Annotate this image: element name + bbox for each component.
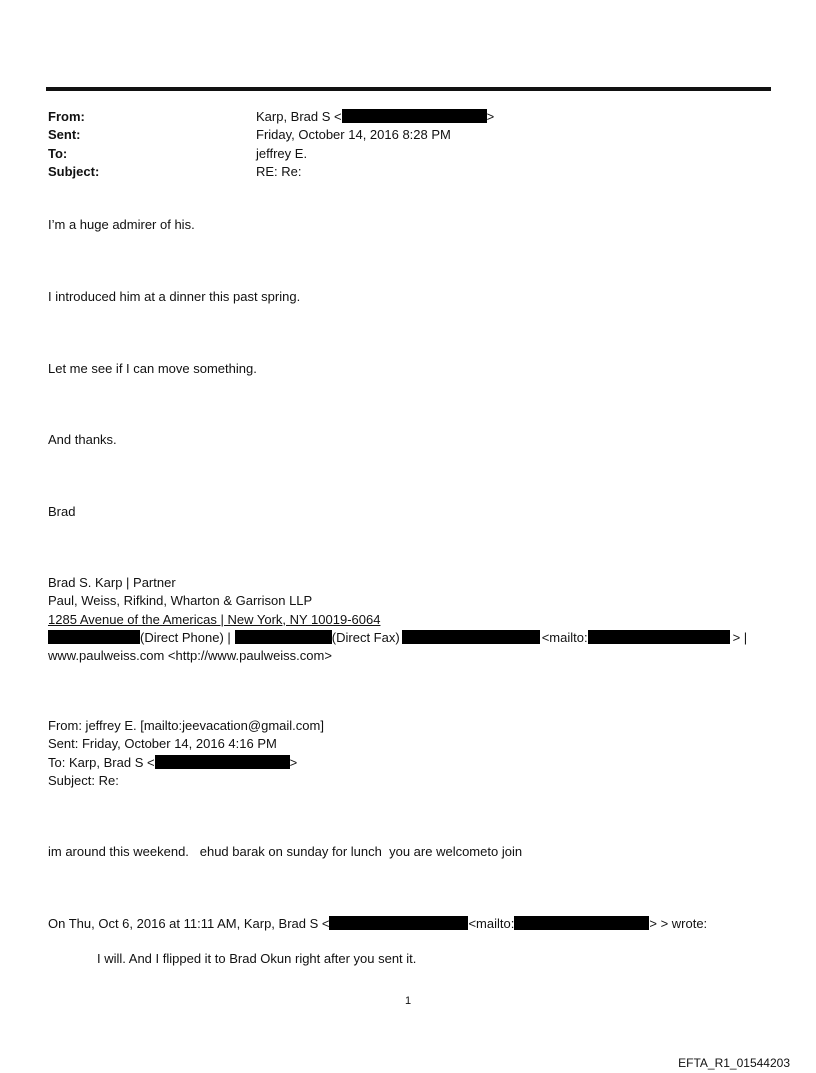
sent-row — [48, 126, 494, 144]
forwarded-to — [48, 754, 324, 772]
signature-line-1: Brad S. Karp | Partner — [48, 575, 176, 590]
from-end: > — [486, 109, 495, 124]
body-paragraph-4: And thanks. — [48, 432, 117, 447]
signature-line-3: 1285 Avenue of the Americas | New York, NY 10019-6064 — [48, 611, 381, 627]
to-label: To: — [48, 145, 68, 161]
direct-phone-label: (Direct Phone) | — [140, 629, 231, 645]
from-row — [48, 108, 494, 126]
quote-intro-end: > > wrote: — [649, 916, 708, 931]
signature-line-2: Paul, Weiss, Rifkind, Wharton & Garrison LLP — [48, 593, 313, 609]
forwarded-to-end: > — [289, 754, 298, 770]
to-value: jeffrey E. — [256, 145, 308, 161]
forwarded-sent: Sent: Friday, October 14, 2016 4:16 PM — [48, 736, 277, 752]
document-id: EFTA_R1_01544203 — [678, 1056, 790, 1070]
subject-label: Subject: — [48, 163, 100, 179]
to-row — [48, 145, 494, 163]
forwarded-subject: Subject: Re: — [48, 772, 119, 788]
forwarded-to-prefix: To: Karp, Brad S < — [48, 754, 155, 770]
quote-intro-mailto: <mailto: — [468, 916, 515, 931]
quote-intro-prefix: On Thu, Oct 6, 2016 at 11:11 AM, Karp, Brad S < — [48, 916, 330, 931]
signature-contact-line — [48, 629, 747, 647]
from-value — [256, 108, 494, 126]
body-paragraph-5: Brad — [48, 504, 76, 519]
quoted-text: I will. And I flipped it to Brad Okun right after you sent it. — [97, 951, 417, 966]
redaction-box — [402, 630, 540, 644]
redaction-box — [48, 630, 140, 644]
body-paragraph-2: I introduced him at a dinner this past spring. — [48, 289, 301, 304]
email-header — [48, 108, 494, 181]
body-paragraph-3: Let me see if I can move something. — [48, 361, 257, 376]
sent-label: Sent: — [48, 127, 81, 143]
quote-intro — [48, 915, 707, 933]
direct-fax-label: (Direct Fax) — [331, 629, 400, 645]
page-number: 1 — [404, 995, 412, 1007]
header-rule — [46, 87, 771, 91]
redaction-box — [329, 916, 468, 930]
redaction-box — [235, 630, 332, 644]
subject-row — [48, 163, 494, 181]
signature-block — [48, 574, 747, 665]
forwarded-header — [48, 717, 324, 790]
sent-value: Friday, October 14, 2016 8:28 PM — [256, 127, 451, 143]
redaction-box — [342, 109, 487, 123]
from-label: From: — [48, 109, 85, 124]
mailto-end: > | — [732, 629, 748, 645]
reply-text: im around this weekend. ehud barak on sunday for lunch you are welcometo join — [48, 844, 523, 859]
redaction-box — [514, 916, 649, 930]
body-paragraph-1: I’m a huge admirer of his. — [48, 217, 195, 232]
redaction-box — [588, 630, 730, 644]
website-link[interactable]: www.paulweiss.com <http://www.paulweiss.com> — [48, 648, 332, 664]
from-name: Karp, Brad S < — [256, 109, 342, 124]
forwarded-from: From: jeffrey E. [mailto:jeevacation@gmail.com] — [48, 718, 324, 733]
redaction-box — [155, 755, 290, 769]
mailto-label: <mailto: — [541, 629, 588, 645]
subject-value: RE: Re: — [256, 163, 302, 179]
